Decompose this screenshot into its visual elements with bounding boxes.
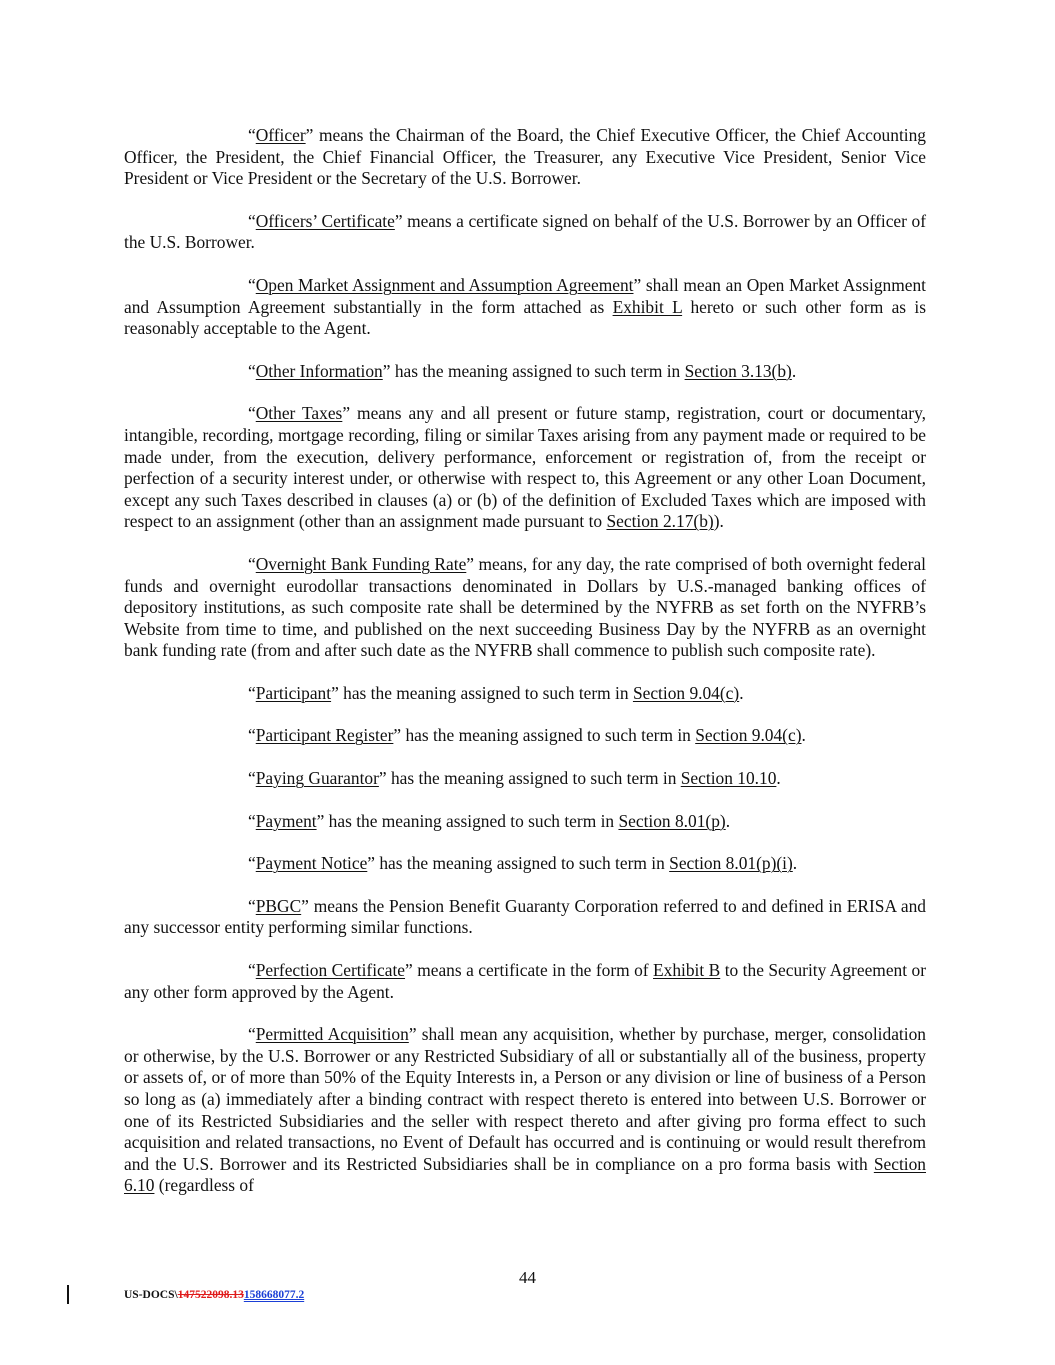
paragraph-text: ” has the meaning assigned to such term in <box>331 682 633 703</box>
paragraph-text: “ <box>248 360 256 381</box>
paragraph-text: “ <box>248 960 256 981</box>
paragraph-text: ” shall mean an Open Market Assignment and Assumption Agreement substantially in the form attached as <box>124 274 926 317</box>
defined-term: PBGC <box>255 895 302 916</box>
cross-reference: Section 8.01(p) <box>618 810 726 831</box>
defined-term: Officer <box>255 125 306 145</box>
cross-reference: Section 2.17(b) <box>606 511 714 532</box>
definition-paragraph <box>124 1024 926 1197</box>
defined-term: Open Market Assignment and Assumption Agreement <box>255 274 634 295</box>
cross-reference: Section 8.01(p)(i) <box>669 853 793 874</box>
definition-paragraph <box>124 554 926 662</box>
paragraph-text: “ <box>248 553 256 574</box>
paragraph-text: ” has the meaning assigned to such term in <box>378 768 681 789</box>
page-number: 44 <box>519 1268 536 1287</box>
definition-paragraph <box>124 725 926 747</box>
defined-term: Payment <box>255 810 317 831</box>
cross-reference: Section 10.10 <box>680 768 777 789</box>
paragraph-text: ” means the Pension Benefit Guaranty Corporation referred to and defined in ERISA and any successor entity performing similar functions. <box>124 895 926 938</box>
definition-paragraph <box>124 361 926 383</box>
document-id-inserted: 158668077.2 <box>243 1289 305 1301</box>
definition-paragraph <box>124 683 926 705</box>
defined-term: Participant <box>255 682 332 703</box>
cross-reference: Section 3.13(b) <box>684 360 792 381</box>
paragraph-text: “ <box>248 1024 256 1045</box>
paragraph-text: ” has the meaning assigned to such term in <box>367 853 670 874</box>
paragraph-text: . <box>739 682 744 703</box>
paragraph-text: ” has the meaning assigned to such term in <box>393 725 696 746</box>
paragraph-text: ” means a certificate signed on behalf of the U.S. Borrower by an Officer of the U.S. Borrower. <box>124 210 926 253</box>
paragraph-text: “ <box>248 210 256 231</box>
paragraph-text: ” shall mean any acquisition, whether by purchase, merger, consolidation or otherwise, by the U.S. Borrower or any Restricted Subsidiary of all or substantially all of the business, property or assets of, or of more than 50% of the Equity Interests in, a Person or any division or line of business of a Person so long as (a) immediately after a binding contract with respect thereto is entered into between U.S. Borrower or one of its Restricted Subsidiaries and the seller with respect thereto and after giving pro forma effect to such acquisition and related transactions, no Event of Default has occurred and is continuing or would result therefrom and the U.S. Borrower and its Restricted Subsidiaries shall be in compliance on a pro forma basis with <box>124 1024 926 1174</box>
document-id-prefix: US-DOCS\ <box>124 1289 178 1301</box>
paragraph-text: “ <box>248 274 256 295</box>
paragraph-text: “ <box>248 125 256 145</box>
paragraph-text: to the Security Agreement or any other form approved by the Agent. <box>124 960 926 1002</box>
paragraph-text: hereto or such other form as is reasonably acceptable to the Agent. <box>124 296 927 339</box>
paragraph-text: ” means, for any day, the rate comprised of both overnight federal funds and overnight eurodollar transactions denominated in Dollars by U.S.-managed banking offices of depository institutions, as such composite rate shall be determined by the NYFRB as set forth on the NYFRB’s Website from time to time, and published on the next succeeding Business Day by the NYFRB as an overnight bank funding rate (from and after such date as the NYFRB shall commence to publish such composite rate). <box>124 553 926 661</box>
defined-term: Overnight Bank Funding Rate <box>255 553 467 574</box>
paragraph-text: “ <box>248 768 256 789</box>
cross-reference: Exhibit B <box>653 960 721 981</box>
paragraph-text: “ <box>248 810 256 831</box>
defined-term: Paying Guarantor <box>255 768 379 789</box>
paragraph-text: . <box>791 360 797 381</box>
paragraph-text: ” means a certificate in the form of <box>405 960 654 981</box>
defined-term: Payment Notice <box>255 853 368 874</box>
definition-paragraph <box>124 811 926 833</box>
cross-reference: Section 6.10 <box>124 1153 926 1196</box>
paragraph-text: ” means the Chairman of the Board, the Chief Executive Officer, the Chief Accounting Officer, the President, the Chief Financial Officer, the Treasurer, any Executive Vice President, Senior Vice President or Vice President or the Secretary of the U.S. Borrower. <box>124 125 926 189</box>
paragraph-text: “ <box>248 403 256 424</box>
definition-paragraph <box>124 853 926 875</box>
defined-term: Permitted Acquisition <box>255 1024 409 1045</box>
paragraph-text: ” means any and all present or future stamp, registration, court or documentary, intangible, recording, mortgage recording, filing or similar Taxes arising from any payment made or required to be made under, from the execution, delivery performance, enforcement or registration of, from the receipt or perfection of a security interest under, or otherwise with respect to, this Agreement or any other Loan Document, except any such Taxes described in clauses (a) or (b) of the definition of Excluded Taxes which are imposed with respect to an assignment (other than an assignment made pursuant to <box>124 403 926 532</box>
defined-term: Other Information <box>255 360 383 381</box>
definition-paragraph <box>124 275 926 340</box>
cross-reference: Section 9.04(c) <box>695 725 802 746</box>
paragraph-text: “ <box>248 853 256 874</box>
document-id-deleted: 147522098.13 <box>177 1289 244 1301</box>
paragraph-text: ” has the meaning assigned to such term in <box>316 810 619 831</box>
paragraph-text: . <box>801 725 806 746</box>
paragraph-text: “ <box>248 725 256 746</box>
paragraph-text: . <box>725 810 731 831</box>
defined-term: Other Taxes <box>255 403 343 424</box>
document-id <box>124 1289 304 1301</box>
cross-reference: Exhibit L <box>612 296 683 317</box>
definition-paragraph <box>124 403 926 533</box>
paragraph-text: . <box>776 768 781 789</box>
document-body <box>124 125 926 1197</box>
paragraph-text: “ <box>248 682 256 703</box>
cross-reference: Section 9.04(c) <box>632 682 740 703</box>
defined-term: Officers’ Certificate <box>255 210 395 231</box>
definition-paragraph <box>124 211 926 254</box>
defined-term: Participant Register <box>255 725 394 746</box>
paragraph-text: (regardless of <box>154 1175 254 1196</box>
definition-paragraph <box>124 768 926 790</box>
definition-paragraph <box>124 125 926 190</box>
definition-paragraph <box>124 960 926 1003</box>
paragraph-text: “ <box>248 895 256 916</box>
paragraph-text: . <box>792 853 798 874</box>
definition-paragraph <box>124 896 926 939</box>
paragraph-text: ” has the meaning assigned to such term in <box>382 360 685 381</box>
defined-term: Perfection Certificate <box>255 960 406 981</box>
paragraph-text: ). <box>713 511 724 532</box>
change-bar <box>67 1285 69 1304</box>
